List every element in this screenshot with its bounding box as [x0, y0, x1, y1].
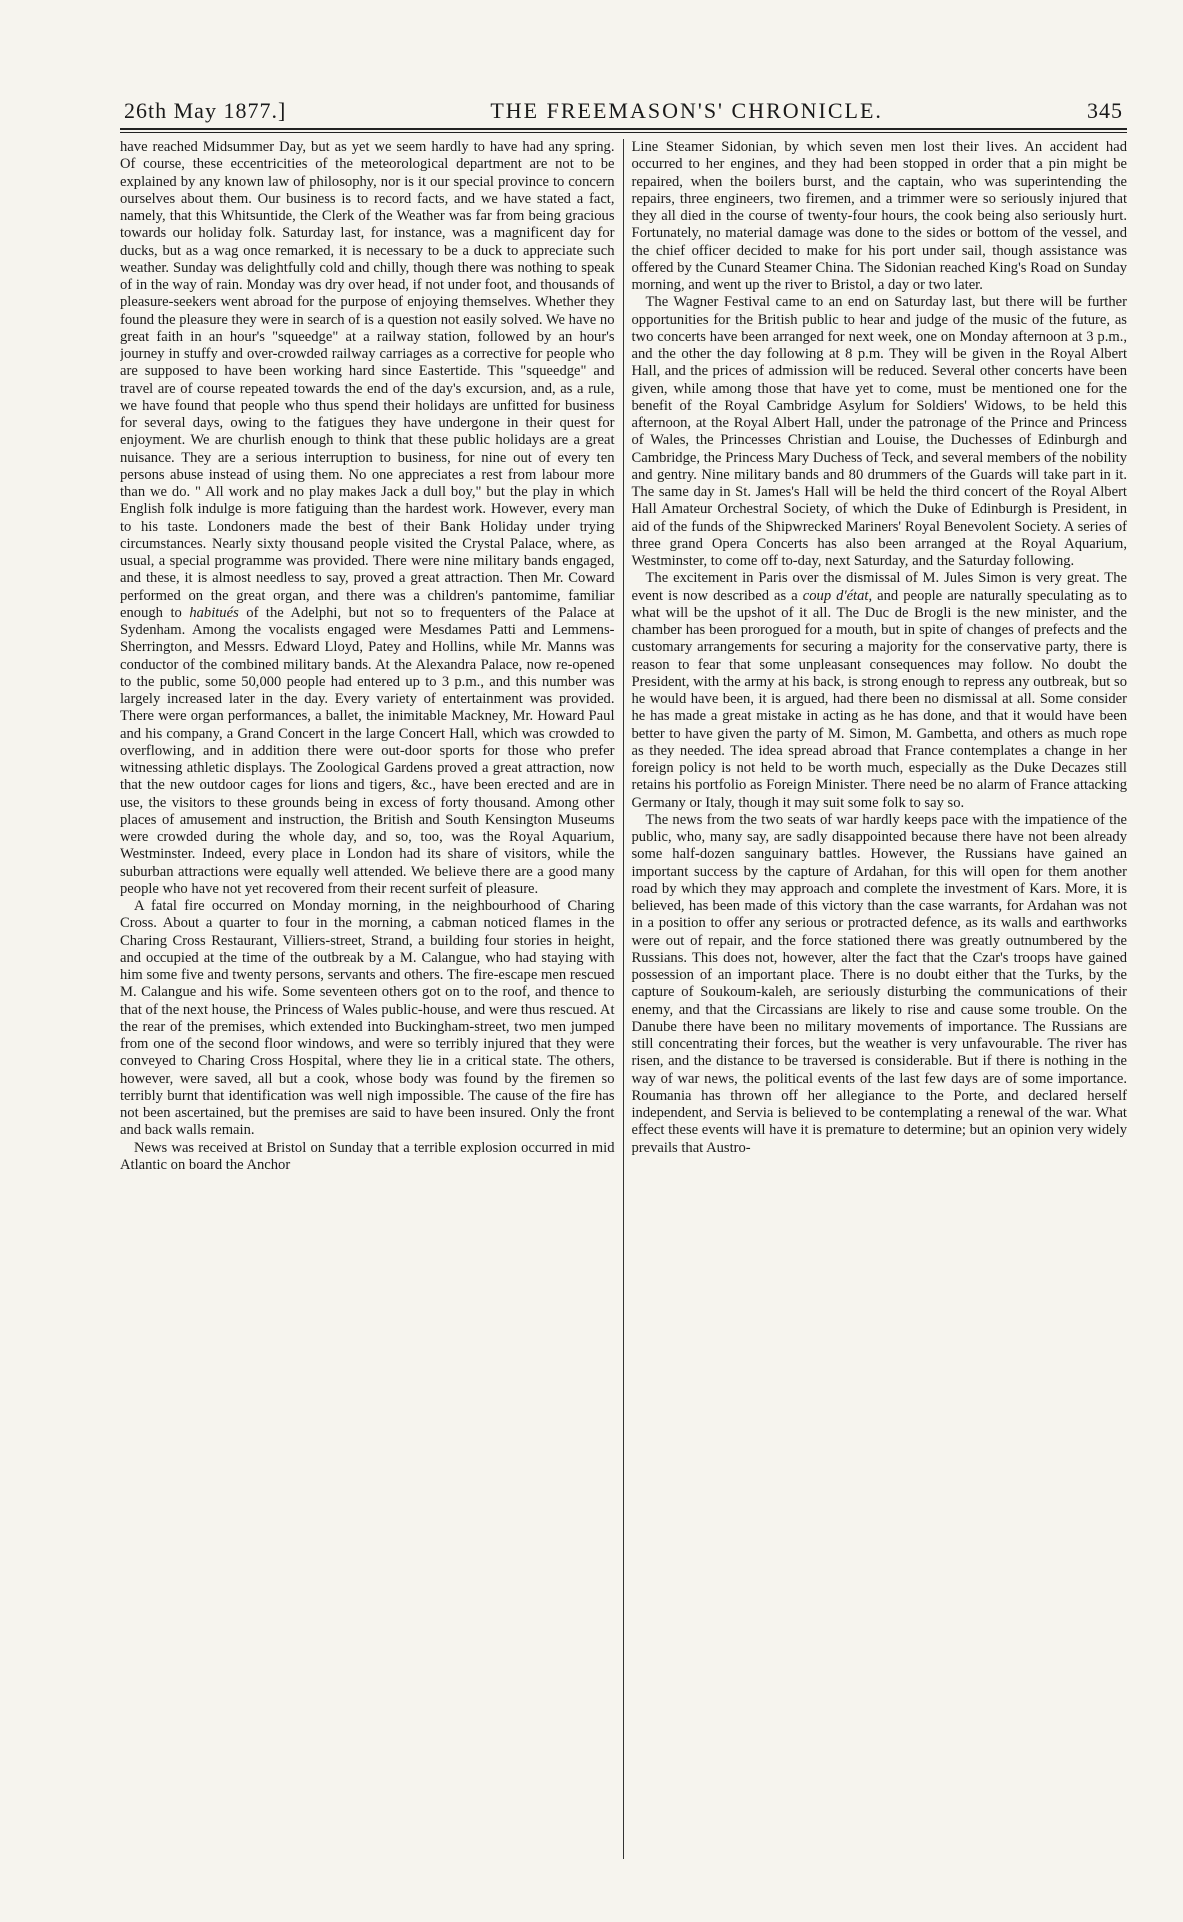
masthead-rule — [120, 128, 1127, 133]
page-number: 345 — [1086, 98, 1123, 123]
article-paragraph: The Wagner Festival came to an end on Saturday last, but there will be further opportunities for the British public to hear and judge of the music of the future, as two concerts have been arranged for next week, one on Monday afternoon at 3 p.m., and the other the day following at 8 p.m. They will be given in the Royal Albert Hall, and the prices of admission will be reduced. Several other concerts have been given, while among those that have yet to come, must be mentioned one for the benefit of the Royal Cambridge Asylum for Soldiers' Widows, to be held this afternoon, at the Royal Albert Hall, under the patronage of the Prince and Princess of Wales, the Princesses Christian and Louise, the Duchesses of Edinburgh and Cambridge, the Princess Mary Duchess of Teck, and several members of the nobility and gentry. Nine military bands and 80 drummers of the Guards will take part in it. The same day in St. James's Hall will be held the third concert of the Royal Albert Hall Amateur Orchestral Society, of which the Duke of Edinburgh is President, in aid of the funds of the Shipwrecked Mariners' Royal Benevolent Society. A series of three grand Opera Concerts has also been arranged at the Royal Aquarium, Westminster, to come off to-day, next Saturday, and the Saturday following. — [631, 294, 1127, 569]
article-paragraph: The news from the two seats of war hardly keeps pace with the impatience of the public, who, many say, are sadly disappointed because there have not been already some half-dozen sanguinary battles. However, the Russians have gained an important success by the capture of Ardahan, for this will open for them another road by which they may approach and complete the investment of Kars. More, it is believed, has been made of this victory than the case warrants, for Ardahan was not in a position to offer any serious or protracted defence, as its walls and earthworks were out of repair, and the force stationed there was greatly outnumbered by the Russians. This does not, however, alter the fact that the Czar's troops have gained possession of an important place. There is no doubt either that the Turks, by the capture of Soukoum-kaleh, are seriously disturbing the communications of their enemy, and that the Circassians are likely to rise and cause some trouble. On the Danube there have been no military movements of importance. The Russians are still concentrating their forces, but the weather is very unfavourable. The river has risen, and the distance to be traversed is considerable. But if there is nothing in the way of war news, the political events of the last few days are of some importance. Roumania has thrown off her allegiance to the Porte, and declared herself independent, and Servia is believed to be contemplating a renewal of the war. What effect these events will have it is premature to determine; but an opinion very widely prevails that Austro- — [631, 811, 1127, 1156]
article-paragraph: have reached Midsummer Day, but as yet we seem hardly to have had any spring. Of course, these eccentricities of the meteorological department are not to be explained by any known law of philosophy, nor is it our special province to concern ourselves about them. Our business is to record facts, and we have stated a fact, namely, that this Whitsuntide, the Clerk of the Weather was far from being gracious towards our holiday folk. Saturday last, for instance, was a magnificent day for ducks, but as a wag once remarked, it is necessary to be a duck to appreciate such weather. Sunday was delightfully cold and chilly, though there was nothing to speak of in the way of rain. Monday was dry over head, if not under foot, and thousands of pleasure-seekers went abroad for the purpose of enjoying themselves. Whether they found the pleasure they were in search of is a question not easily solved. We have no great faith in an hour's "squeedge" at a railway station, followed by an hour's journey in stuffy and over-crowded railway carriages as a corrective for people who are supposed to have been working hard since Eastertide. This "squeedge" and travel are of course repeated towards the end of the day's excursion, and, as a rule, we have found that people who thus spend their holidays are unfitted for business for several days, owing to the fatigues they have undergone in their quest for enjoyment. We are churlish enough to think that these public holidays are a great nuisance. They are a serious interruption to business, for nine out of every ten persons abuse instead of using them. No one appreciates a rest from labour more than we do. " All work and no play makes Jack a dull boy," but the play in which English folk indulge is more fatiguing than the hardest work. However, every man to his taste. Londoners made the best of their Bank Holiday under trying circumstances. Nearly sixty thousand people visited the Crystal Palace, where, as usual, a special programme was provided. There were nine military bands engaged, and these, it is almost needless to say, proved a great attraction. Then Mr. Coward performed on the great organ, and there was a children's pantomime, familiar enough to habitués of the Adelphi, but not so to frequenters of the Palace at Sydenham. Among the vocalists engaged were Mesdames Patti and Lemmens-Sherrington, and Messrs. Edward Lloyd, Patey and Hollins, while Mr. Manns was conductor of the combined military bands. At the Alexandra Palace, now re-opened to the public, some 50,000 people had entered up to 3 p.m., and this number was largely increased later in the day. Every variety of entertainment was provided. There were organ performances, a ballet, the inimitable Mackney, Mr. Howard Paul and his company, a Grand Concert in the large Concert Hall, which was crowded to overflowing, and in addition there were out-door sports for those who prefer witnessing athletic displays. The Zoological Gardens proved a great attraction, now that the new outdoor cages for lions and tigers, &c., have been erected and are in use, the visitors to these grounds being in excess of forty thousand. Among other places of amusement and instruction, the British and South Kensington Museums were crowded during the whole day, and so, too, was the Royal Aquarium, Westminster. Indeed, every place in London had its share of visitors, while the suburban attractions were equally well attended. We believe there are a good many people who have not yet recovered from their recent surfeit of pleasure. — [120, 139, 615, 897]
article-paragraph: Line Steamer Sidonian, by which seven men lost their lives. An accident had occurred to her engines, and they had been stopped in order that a pin might be repaired, when the boilers burst, and the captain, who was superintending the repairs, three engineers, two firemen, and a trimmer were so seriously injured that they all died in the course of twenty-four hours, the cook being also seriously hurt. Fortunately, no material damage was done to the sides or bottom of the vessel, and the chief officer decided to make for his port under sail, though assistance was offered by the Cunard Steamer China. The Sidonian reached King's Road on Sunday morning, and went up the river to Bristol, a day or two later. — [631, 139, 1127, 293]
publication-title: THE FREEMASON'S' CHRONICLE. — [490, 98, 883, 123]
masthead — [120, 98, 1127, 128]
article-paragraph: News was received at Bristol on Sunday that a terrible explosion occurred in mid Atlantic on board the Anchor — [120, 1139, 615, 1173]
left-column — [120, 139, 624, 1859]
article-paragraph: The excitement in Paris over the dismissal of M. Jules Simon is very great. The event is now described as a coup d'état, and people are naturally speculating as to what will be the upshot of it all. The Duc de Brogli is the new minister, and the chamber has been prorogued for a mouth, but in spite of changes of prefects and the customary arrangements for securing a majority for the conservative party, there is reason to fear that some unpleasant consequences may follow. No doubt the President, with the army at his back, is strong enough to repress any outbreak, but so he would have been, it is argued, had there been no dismissal at all. Some consider he has made a great mistake in acting as he has done, and that it would have been better to have given the party of M. Simon, M. Gambetta, and others as much rope as they needed. The idea spread abroad that France contemplates a change in her foreign policy is not held to be worth much, especially as the Duke Decazes still retains his portfolio as Foreign Minister. There need be no alarm of France attacking Germany or Italy, though it may suit some folk to say so. — [631, 570, 1127, 811]
article-columns — [120, 139, 1127, 1859]
issue-date: 26th May 1877.] — [124, 98, 287, 123]
right-column — [624, 139, 1128, 1859]
article-paragraph: A fatal fire occurred on Monday morning, in the neighbourhood of Charing Cross. About a quarter to four in the morning, a cabman noticed flames in the Charing Cross Restaurant, Villiers-street, Strand, a building four stories in height, and occupied at the time of the outbreak by a M. Calangue, who had staying with him some five and twenty persons, servants and others. The fire-escape men rescued M. Calangue and his wife. Some seventeen others got on to the roof, and thence to that of the next house, the Princess of Wales public-house, and were thus rescued. At the rear of the premises, which extended into Buckingham-street, two men jumped from one of the second floor windows, and were so terribly injured that they were conveyed to Charing Cross Hospital, where they lie in a critical state. The others, however, were saved, all but a cook, whose body was found by the firemen so terribly burnt that identification was well nigh impossible. The cause of the fire has not been ascertained, but the premises are said to have been insured. Only the front and back walls remain. — [120, 898, 615, 1139]
